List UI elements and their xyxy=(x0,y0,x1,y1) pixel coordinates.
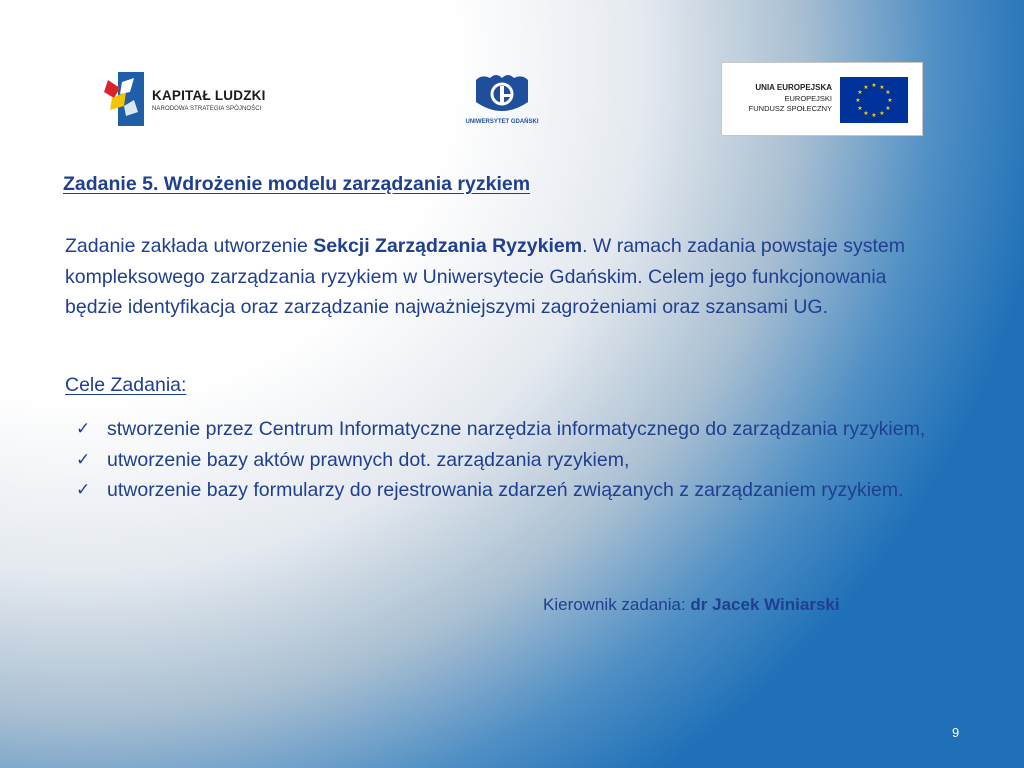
intro-text-start: Zadanie zakłada utworzenie xyxy=(65,235,314,257)
manager-label: Kierownik zadania: xyxy=(543,595,691,614)
svg-text:★: ★ xyxy=(863,110,869,117)
university-logo xyxy=(462,72,542,130)
svg-text:★: ★ xyxy=(857,105,863,112)
goal-text: stworzenie przez Centrum Informatyczne narzędzia informatycznego do zarządzania ryzykiem, xyxy=(107,418,926,440)
eu-flag-icon xyxy=(840,77,908,123)
goals-list xyxy=(72,414,942,506)
svg-text:★: ★ xyxy=(887,97,893,104)
svg-text:★: ★ xyxy=(885,89,891,96)
goal-text: utworzenie bazy aktów prawnych dot. zarządzania ryzykiem, xyxy=(107,448,630,471)
goal-item xyxy=(72,414,942,445)
svg-text:★: ★ xyxy=(871,82,877,89)
kapital-ludzki-subtitle: NARODOWA STRATEGIA SPÓJNOŚCI xyxy=(152,106,262,112)
eu-logo xyxy=(721,62,923,136)
kapital-ludzki-logo xyxy=(104,70,294,128)
svg-text:★: ★ xyxy=(871,112,877,119)
goal-text: utworzenie bazy formularzy do rejestrowania zdarzeń związanych z zarządzaniem ryzykiem. xyxy=(107,479,904,501)
svg-text:★: ★ xyxy=(885,105,891,112)
slide-title: Zadanie 5. Wdrożenie modelu zarządzania ryzkiem xyxy=(63,173,531,195)
svg-text:★: ★ xyxy=(879,110,885,117)
svg-text:★: ★ xyxy=(863,84,869,91)
checkmark-icon: ✓ xyxy=(76,449,91,470)
svg-text:★: ★ xyxy=(855,97,861,104)
university-emblem-icon xyxy=(472,72,532,118)
svg-text:★: ★ xyxy=(857,89,863,96)
goals-heading: Cele Zadania: xyxy=(65,374,187,396)
kapital-ludzki-title: KAPITAŁ LUDZKI xyxy=(152,88,266,103)
checkmark-icon: ✓ xyxy=(76,480,91,500)
goal-item xyxy=(72,475,942,506)
eu-title: UNIA EUROPEJSKA xyxy=(755,83,832,92)
eu-line3: FUNDUSZ SPOŁECZNY xyxy=(748,104,832,113)
manager-name: dr Jacek Winiarski xyxy=(690,595,840,614)
page-number: 9 xyxy=(952,725,960,740)
kapital-ludzki-emblem-icon xyxy=(104,70,146,128)
task-manager xyxy=(543,595,840,615)
goal-item xyxy=(72,445,942,476)
intro-text-end: . W ramach zadania powstaje system kompleksowego zarządzania ryzykiem w Uniwersytecie Gdańskim. Celem jego funkcjonowania będzie identyfikacja oraz zarządzanie najważniejszymi zagrożeniami oraz szansami UG. xyxy=(65,235,906,318)
eu-line2: EUROPEJSKI xyxy=(784,94,832,103)
checkmark-icon: ✓ xyxy=(76,419,91,439)
university-name: UNIWERSYTET GDAŃSKI xyxy=(465,119,539,125)
intro-bold-text: Sekcji Zarządzania Ryzykiem xyxy=(313,235,583,257)
intro-paragraph xyxy=(65,231,925,323)
svg-text:★: ★ xyxy=(879,84,885,91)
